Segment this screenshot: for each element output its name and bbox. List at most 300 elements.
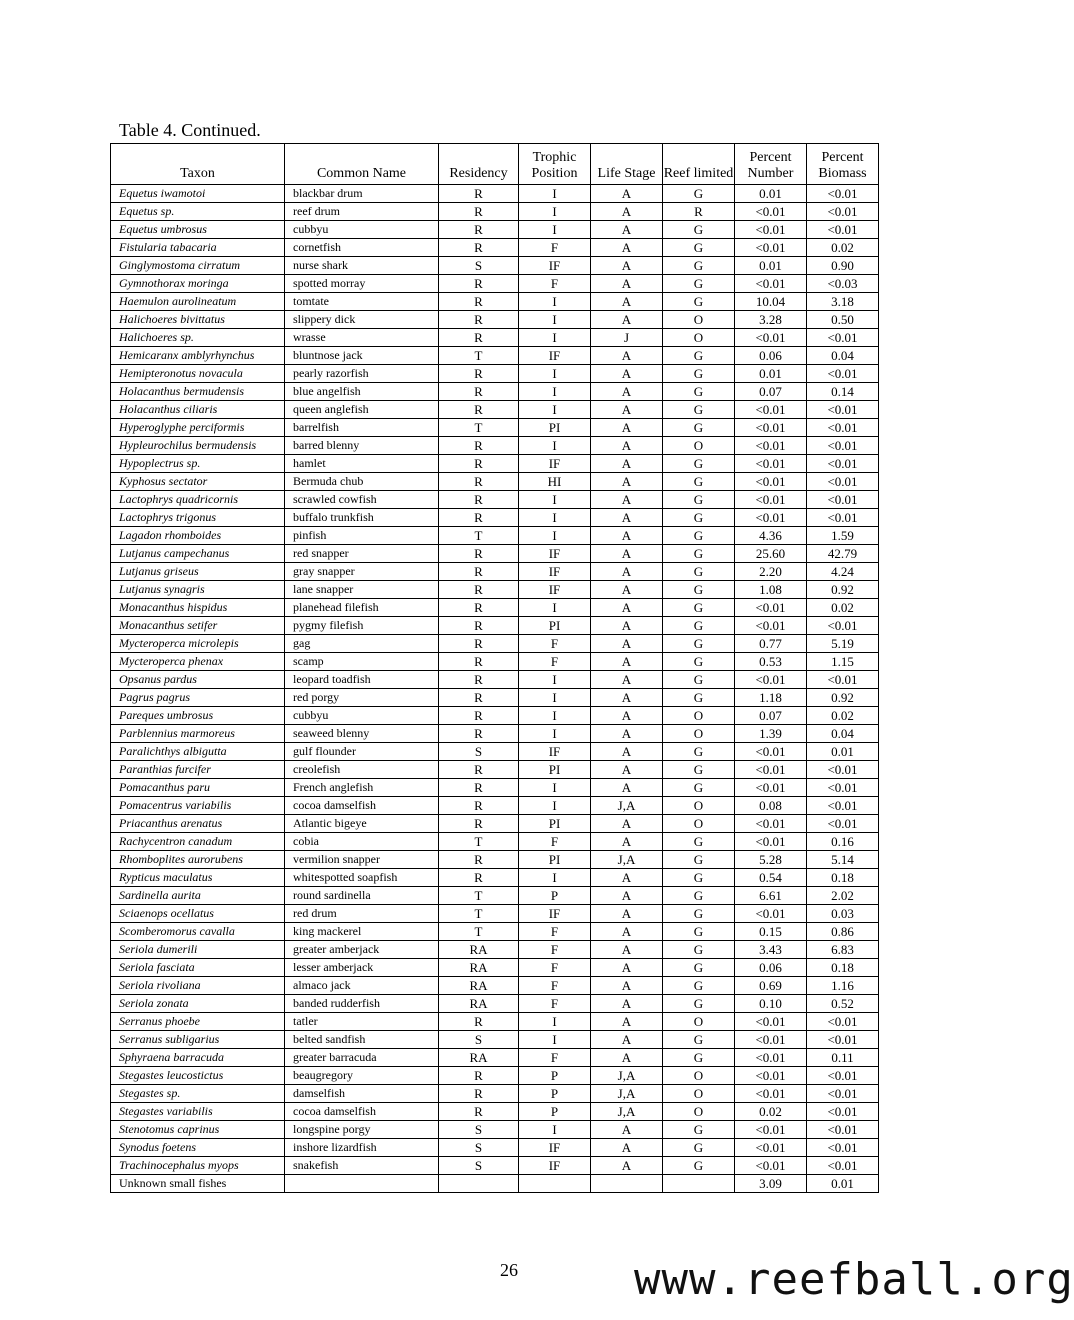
- table-row: [111, 725, 879, 743]
- cell-reef-limited: G: [663, 977, 735, 995]
- table-row: [111, 311, 879, 329]
- cell-percent-number: 0.15: [735, 923, 807, 941]
- cell-percent-biomass: <0.03: [807, 275, 879, 293]
- cell-residency: T: [439, 419, 519, 437]
- cell-percent-number: 25.60: [735, 545, 807, 563]
- cell-reef-limited: R: [663, 203, 735, 221]
- cell-taxon: Sardinella aurita: [111, 887, 285, 905]
- table-row: [111, 1121, 879, 1139]
- cell-percent-biomass: <0.01: [807, 815, 879, 833]
- table-row: [111, 257, 879, 275]
- cell-life-stage: A: [591, 545, 663, 563]
- cell-percent-biomass: 0.50: [807, 311, 879, 329]
- cell-common-name: greater barracuda: [285, 1049, 439, 1067]
- cell-percent-biomass: <0.01: [807, 473, 879, 491]
- cell-percent-biomass: 0.01: [807, 743, 879, 761]
- cell-reef-limited: O: [663, 725, 735, 743]
- cell-percent-biomass: 3.18: [807, 293, 879, 311]
- cell-reef-limited: G: [663, 1121, 735, 1139]
- cell-residency: R: [439, 581, 519, 599]
- table-header-row: [111, 144, 879, 185]
- cell-life-stage: J: [591, 329, 663, 347]
- cell-percent-number: <0.01: [735, 437, 807, 455]
- cell-taxon: Equetus umbrosus: [111, 221, 285, 239]
- cell-residency: T: [439, 887, 519, 905]
- cell-trophic-position: I: [519, 869, 591, 887]
- cell-common-name: French anglefish: [285, 779, 439, 797]
- cell-trophic-position: PI: [519, 617, 591, 635]
- cell-percent-biomass: <0.01: [807, 203, 879, 221]
- cell-life-stage: A: [591, 617, 663, 635]
- cell-life-stage: A: [591, 635, 663, 653]
- table-row: [111, 365, 879, 383]
- cell-percent-biomass: <0.01: [807, 491, 879, 509]
- cell-trophic-position: I: [519, 491, 591, 509]
- cell-residency: RA: [439, 959, 519, 977]
- cell-residency: RA: [439, 977, 519, 995]
- cell-common-name: gray snapper: [285, 563, 439, 581]
- cell-reef-limited: G: [663, 905, 735, 923]
- cell-residency: R: [439, 473, 519, 491]
- cell-reef-limited: G: [663, 995, 735, 1013]
- cell-taxon: Fistularia tabacaria: [111, 239, 285, 257]
- cell-reef-limited: O: [663, 437, 735, 455]
- table-row: [111, 653, 879, 671]
- cell-percent-biomass: <0.01: [807, 365, 879, 383]
- cell-percent-number: <0.01: [735, 761, 807, 779]
- cell-common-name: scamp: [285, 653, 439, 671]
- cell-taxon: Seriola zonata: [111, 995, 285, 1013]
- cell-reef-limited: G: [663, 581, 735, 599]
- cell-percent-number: <0.01: [735, 671, 807, 689]
- cell-life-stage: A: [591, 959, 663, 977]
- cell-trophic-position: F: [519, 833, 591, 851]
- cell-percent-number: 0.69: [735, 977, 807, 995]
- cell-common-name: leopard toadfish: [285, 671, 439, 689]
- cell-percent-number: <0.01: [735, 905, 807, 923]
- cell-percent-biomass: 0.92: [807, 689, 879, 707]
- table-body: [111, 185, 879, 1193]
- cell-reef-limited: O: [663, 707, 735, 725]
- header-trophic-position: Trophic Position: [519, 144, 591, 185]
- cell-residency: R: [439, 455, 519, 473]
- cell-life-stage: A: [591, 689, 663, 707]
- cell-trophic-position: F: [519, 275, 591, 293]
- cell-percent-biomass: 0.92: [807, 581, 879, 599]
- cell-life-stage: A: [591, 815, 663, 833]
- cell-residency: RA: [439, 941, 519, 959]
- cell-percent-number: 0.01: [735, 257, 807, 275]
- cell-percent-biomass: <0.01: [807, 185, 879, 203]
- cell-trophic-position: I: [519, 1121, 591, 1139]
- cell-life-stage: A: [591, 995, 663, 1013]
- cell-taxon: Monacanthus setifer: [111, 617, 285, 635]
- cell-trophic-position: PI: [519, 815, 591, 833]
- cell-common-name: cubbyu: [285, 707, 439, 725]
- cell-percent-biomass: 5.19: [807, 635, 879, 653]
- cell-percent-biomass: 0.04: [807, 725, 879, 743]
- cell-reef-limited: G: [663, 743, 735, 761]
- cell-residency: R: [439, 1103, 519, 1121]
- cell-life-stage: A: [591, 581, 663, 599]
- cell-taxon: Scomberomorus cavalla: [111, 923, 285, 941]
- cell-residency: R: [439, 545, 519, 563]
- cell-percent-number: <0.01: [735, 473, 807, 491]
- cell-percent-number: <0.01: [735, 203, 807, 221]
- table-row: [111, 599, 879, 617]
- cell-life-stage: J,A: [591, 797, 663, 815]
- cell-taxon: Pagrus pagrus: [111, 689, 285, 707]
- cell-life-stage: A: [591, 401, 663, 419]
- cell-residency: RA: [439, 1049, 519, 1067]
- cell-life-stage: A: [591, 833, 663, 851]
- cell-residency: R: [439, 653, 519, 671]
- cell-life-stage: A: [591, 1049, 663, 1067]
- cell-trophic-position: I: [519, 437, 591, 455]
- cell-percent-number: 0.01: [735, 365, 807, 383]
- cell-trophic-position: [519, 1175, 591, 1193]
- cell-percent-number: 0.77: [735, 635, 807, 653]
- header-common-name: Common Name: [285, 144, 439, 185]
- cell-trophic-position: I: [519, 383, 591, 401]
- table-row: [111, 1085, 879, 1103]
- cell-life-stage: A: [591, 527, 663, 545]
- cell-percent-biomass: 0.02: [807, 599, 879, 617]
- cell-reef-limited: G: [663, 761, 735, 779]
- cell-common-name: tatler: [285, 1013, 439, 1031]
- cell-common-name: Atlantic bigeye: [285, 815, 439, 833]
- cell-percent-number: <0.01: [735, 1157, 807, 1175]
- cell-common-name: red snapper: [285, 545, 439, 563]
- table-row: [111, 995, 879, 1013]
- cell-taxon: Hypleurochilus bermudensis: [111, 437, 285, 455]
- cell-common-name: cornetfish: [285, 239, 439, 257]
- cell-percent-number: <0.01: [735, 1013, 807, 1031]
- cell-percent-number: <0.01: [735, 1049, 807, 1067]
- cell-taxon: Lactophrys trigonus: [111, 509, 285, 527]
- cell-trophic-position: P: [519, 887, 591, 905]
- cell-percent-number: 2.20: [735, 563, 807, 581]
- cell-taxon: Serranus subligarius: [111, 1031, 285, 1049]
- cell-trophic-position: P: [519, 1085, 591, 1103]
- table-row: [111, 977, 879, 995]
- cell-common-name: almaco jack: [285, 977, 439, 995]
- table-row: [111, 545, 879, 563]
- cell-common-name: red porgy: [285, 689, 439, 707]
- cell-reef-limited: G: [663, 221, 735, 239]
- cell-percent-biomass: <0.01: [807, 1031, 879, 1049]
- cell-residency: S: [439, 257, 519, 275]
- cell-reef-limited: G: [663, 509, 735, 527]
- cell-residency: R: [439, 563, 519, 581]
- cell-common-name: whitespotted soapfish: [285, 869, 439, 887]
- cell-trophic-position: I: [519, 671, 591, 689]
- cell-percent-biomass: 4.24: [807, 563, 879, 581]
- table-row: [111, 707, 879, 725]
- cell-reef-limited: O: [663, 815, 735, 833]
- cell-percent-number: <0.01: [735, 221, 807, 239]
- cell-percent-biomass: <0.01: [807, 761, 879, 779]
- cell-percent-number: 0.02: [735, 1103, 807, 1121]
- cell-taxon: Paranthias furcifer: [111, 761, 285, 779]
- cell-percent-biomass: 0.02: [807, 239, 879, 257]
- cell-percent-biomass: 0.02: [807, 707, 879, 725]
- table-row: [111, 491, 879, 509]
- cell-residency: [439, 1175, 519, 1193]
- cell-reef-limited: G: [663, 1139, 735, 1157]
- cell-life-stage: A: [591, 1157, 663, 1175]
- cell-reef-limited: G: [663, 941, 735, 959]
- cell-common-name: beaugregory: [285, 1067, 439, 1085]
- cell-percent-biomass: 1.15: [807, 653, 879, 671]
- cell-life-stage: A: [591, 779, 663, 797]
- cell-common-name: longspine porgy: [285, 1121, 439, 1139]
- cell-reef-limited: G: [663, 545, 735, 563]
- cell-common-name: planehead filefish: [285, 599, 439, 617]
- cell-reef-limited: G: [663, 851, 735, 869]
- cell-residency: R: [439, 599, 519, 617]
- cell-residency: S: [439, 743, 519, 761]
- cell-percent-biomass: <0.01: [807, 455, 879, 473]
- cell-trophic-position: F: [519, 941, 591, 959]
- cell-reef-limited: G: [663, 599, 735, 617]
- cell-taxon: Lagadon rhomboides: [111, 527, 285, 545]
- cell-taxon: Equetus sp.: [111, 203, 285, 221]
- cell-percent-number: <0.01: [735, 1139, 807, 1157]
- cell-residency: R: [439, 509, 519, 527]
- header-taxon: Taxon: [111, 144, 285, 185]
- cell-common-name: bluntnose jack: [285, 347, 439, 365]
- cell-taxon: Stegastes sp.: [111, 1085, 285, 1103]
- cell-residency: T: [439, 923, 519, 941]
- table-row: [111, 509, 879, 527]
- cell-taxon: Rachycentron canadum: [111, 833, 285, 851]
- cell-residency: R: [439, 815, 519, 833]
- cell-residency: T: [439, 527, 519, 545]
- cell-percent-biomass: 0.14: [807, 383, 879, 401]
- cell-taxon: Lutjanus synagris: [111, 581, 285, 599]
- cell-taxon: Sphyraena barracuda: [111, 1049, 285, 1067]
- cell-taxon: Opsanus pardus: [111, 671, 285, 689]
- table-row: [111, 1103, 879, 1121]
- table-row: [111, 779, 879, 797]
- cell-percent-biomass: 0.52: [807, 995, 879, 1013]
- cell-trophic-position: I: [519, 599, 591, 617]
- table-row: [111, 1175, 879, 1193]
- cell-percent-biomass: 0.86: [807, 923, 879, 941]
- cell-reef-limited: G: [663, 185, 735, 203]
- cell-trophic-position: PI: [519, 761, 591, 779]
- cell-life-stage: A: [591, 455, 663, 473]
- cell-residency: T: [439, 347, 519, 365]
- cell-trophic-position: I: [519, 329, 591, 347]
- cell-trophic-position: F: [519, 635, 591, 653]
- cell-percent-number: 0.10: [735, 995, 807, 1013]
- cell-trophic-position: I: [519, 401, 591, 419]
- cell-life-stage: A: [591, 941, 663, 959]
- cell-residency: R: [439, 311, 519, 329]
- cell-percent-biomass: <0.01: [807, 779, 879, 797]
- cell-residency: R: [439, 203, 519, 221]
- cell-percent-number: <0.01: [735, 833, 807, 851]
- table-row: [111, 221, 879, 239]
- cell-residency: R: [439, 617, 519, 635]
- cell-taxon: Mycteroperca phenax: [111, 653, 285, 671]
- table-row: [111, 437, 879, 455]
- cell-taxon: Parblennius marmoreus: [111, 725, 285, 743]
- cell-life-stage: A: [591, 203, 663, 221]
- cell-reef-limited: G: [663, 653, 735, 671]
- cell-percent-biomass: 6.83: [807, 941, 879, 959]
- cell-taxon: Serranus phoebe: [111, 1013, 285, 1031]
- cell-common-name: pinfish: [285, 527, 439, 545]
- cell-reef-limited: O: [663, 311, 735, 329]
- table-row: [111, 473, 879, 491]
- cell-percent-biomass: <0.01: [807, 419, 879, 437]
- cell-common-name: wrasse: [285, 329, 439, 347]
- cell-percent-number: 5.28: [735, 851, 807, 869]
- cell-reef-limited: G: [663, 689, 735, 707]
- table-row: [111, 617, 879, 635]
- cell-residency: R: [439, 221, 519, 239]
- cell-trophic-position: IF: [519, 905, 591, 923]
- table-row: [111, 239, 879, 257]
- cell-trophic-position: P: [519, 1067, 591, 1085]
- cell-reef-limited: G: [663, 779, 735, 797]
- cell-common-name: [285, 1175, 439, 1193]
- cell-percent-biomass: 0.18: [807, 869, 879, 887]
- cell-taxon: Lutjanus griseus: [111, 563, 285, 581]
- cell-residency: R: [439, 671, 519, 689]
- table-row: [111, 203, 879, 221]
- cell-reef-limited: O: [663, 329, 735, 347]
- cell-reef-limited: G: [663, 401, 735, 419]
- cell-trophic-position: IF: [519, 347, 591, 365]
- cell-trophic-position: I: [519, 311, 591, 329]
- cell-life-stage: J,A: [591, 1103, 663, 1121]
- cell-percent-number: <0.01: [735, 743, 807, 761]
- cell-common-name: banded rudderfish: [285, 995, 439, 1013]
- cell-percent-number: <0.01: [735, 275, 807, 293]
- cell-residency: R: [439, 1067, 519, 1085]
- cell-common-name: cocoa damselfish: [285, 1103, 439, 1121]
- cell-residency: S: [439, 1121, 519, 1139]
- cell-life-stage: A: [591, 599, 663, 617]
- cell-common-name: king mackerel: [285, 923, 439, 941]
- cell-life-stage: A: [591, 275, 663, 293]
- cell-trophic-position: IF: [519, 743, 591, 761]
- cell-taxon: Unknown small fishes: [111, 1175, 285, 1193]
- cell-reef-limited: G: [663, 293, 735, 311]
- cell-percent-biomass: <0.01: [807, 1067, 879, 1085]
- cell-taxon: Rypticus maculatus: [111, 869, 285, 887]
- cell-life-stage: A: [591, 1121, 663, 1139]
- header-percent-biomass: Percent Biomass: [807, 144, 879, 185]
- cell-taxon: Hyperoglyphe perciformis: [111, 419, 285, 437]
- cell-trophic-position: F: [519, 923, 591, 941]
- cell-percent-biomass: <0.01: [807, 617, 879, 635]
- cell-percent-number: 3.43: [735, 941, 807, 959]
- cell-reef-limited: G: [663, 419, 735, 437]
- cell-common-name: tomtate: [285, 293, 439, 311]
- cell-life-stage: A: [591, 563, 663, 581]
- cell-residency: R: [439, 275, 519, 293]
- cell-percent-number: <0.01: [735, 617, 807, 635]
- cell-life-stage: J,A: [591, 851, 663, 869]
- cell-common-name: gulf flounder: [285, 743, 439, 761]
- cell-reef-limited: O: [663, 1067, 735, 1085]
- cell-life-stage: A: [591, 473, 663, 491]
- cell-common-name: vermilion snapper: [285, 851, 439, 869]
- table-row: [111, 743, 879, 761]
- cell-common-name: scrawled cowfish: [285, 491, 439, 509]
- cell-residency: R: [439, 365, 519, 383]
- cell-reef-limited: O: [663, 1085, 735, 1103]
- cell-common-name: cocoa damselfish: [285, 797, 439, 815]
- cell-common-name: creolefish: [285, 761, 439, 779]
- cell-percent-biomass: <0.01: [807, 1013, 879, 1031]
- cell-percent-number: <0.01: [735, 1067, 807, 1085]
- cell-common-name: pearly razorfish: [285, 365, 439, 383]
- cell-taxon: Mycteroperca microlepis: [111, 635, 285, 653]
- cell-taxon: Paralichthys albigutta: [111, 743, 285, 761]
- cell-trophic-position: F: [519, 995, 591, 1013]
- cell-percent-biomass: 0.03: [807, 905, 879, 923]
- cell-life-stage: A: [591, 491, 663, 509]
- cell-percent-number: <0.01: [735, 401, 807, 419]
- cell-common-name: slippery dick: [285, 311, 439, 329]
- cell-percent-number: 6.61: [735, 887, 807, 905]
- table-row: [111, 1013, 879, 1031]
- cell-taxon: Holacanthus ciliaris: [111, 401, 285, 419]
- cell-taxon: Trachinocephalus myops: [111, 1157, 285, 1175]
- table-row: [111, 815, 879, 833]
- table-row: [111, 1031, 879, 1049]
- cell-life-stage: A: [591, 707, 663, 725]
- cell-percent-number: <0.01: [735, 419, 807, 437]
- cell-life-stage: A: [591, 509, 663, 527]
- cell-life-stage: A: [591, 887, 663, 905]
- cell-reef-limited: G: [663, 869, 735, 887]
- cell-trophic-position: P: [519, 1103, 591, 1121]
- cell-taxon: Stegastes leucostictus: [111, 1067, 285, 1085]
- cell-taxon: Gymnothorax moringa: [111, 275, 285, 293]
- cell-trophic-position: F: [519, 239, 591, 257]
- cell-common-name: blue angelfish: [285, 383, 439, 401]
- cell-life-stage: A: [591, 239, 663, 257]
- cell-residency: S: [439, 1031, 519, 1049]
- cell-residency: R: [439, 1013, 519, 1031]
- cell-taxon: Stenotomus caprinus: [111, 1121, 285, 1139]
- cell-taxon: Synodus foetens: [111, 1139, 285, 1157]
- cell-common-name: barrelfish: [285, 419, 439, 437]
- cell-trophic-position: I: [519, 797, 591, 815]
- table-row: [111, 275, 879, 293]
- cell-residency: R: [439, 437, 519, 455]
- cell-taxon: Priacanthus arenatus: [111, 815, 285, 833]
- cell-trophic-position: I: [519, 365, 591, 383]
- cell-percent-biomass: <0.01: [807, 1121, 879, 1139]
- cell-taxon: Haemulon aurolineatum: [111, 293, 285, 311]
- cell-trophic-position: I: [519, 1013, 591, 1031]
- cell-common-name: belted sandfish: [285, 1031, 439, 1049]
- cell-life-stage: A: [591, 725, 663, 743]
- table-row: [111, 671, 879, 689]
- cell-percent-biomass: 1.16: [807, 977, 879, 995]
- cell-percent-biomass: 1.59: [807, 527, 879, 545]
- cell-taxon: Pareques umbrosus: [111, 707, 285, 725]
- cell-trophic-position: I: [519, 707, 591, 725]
